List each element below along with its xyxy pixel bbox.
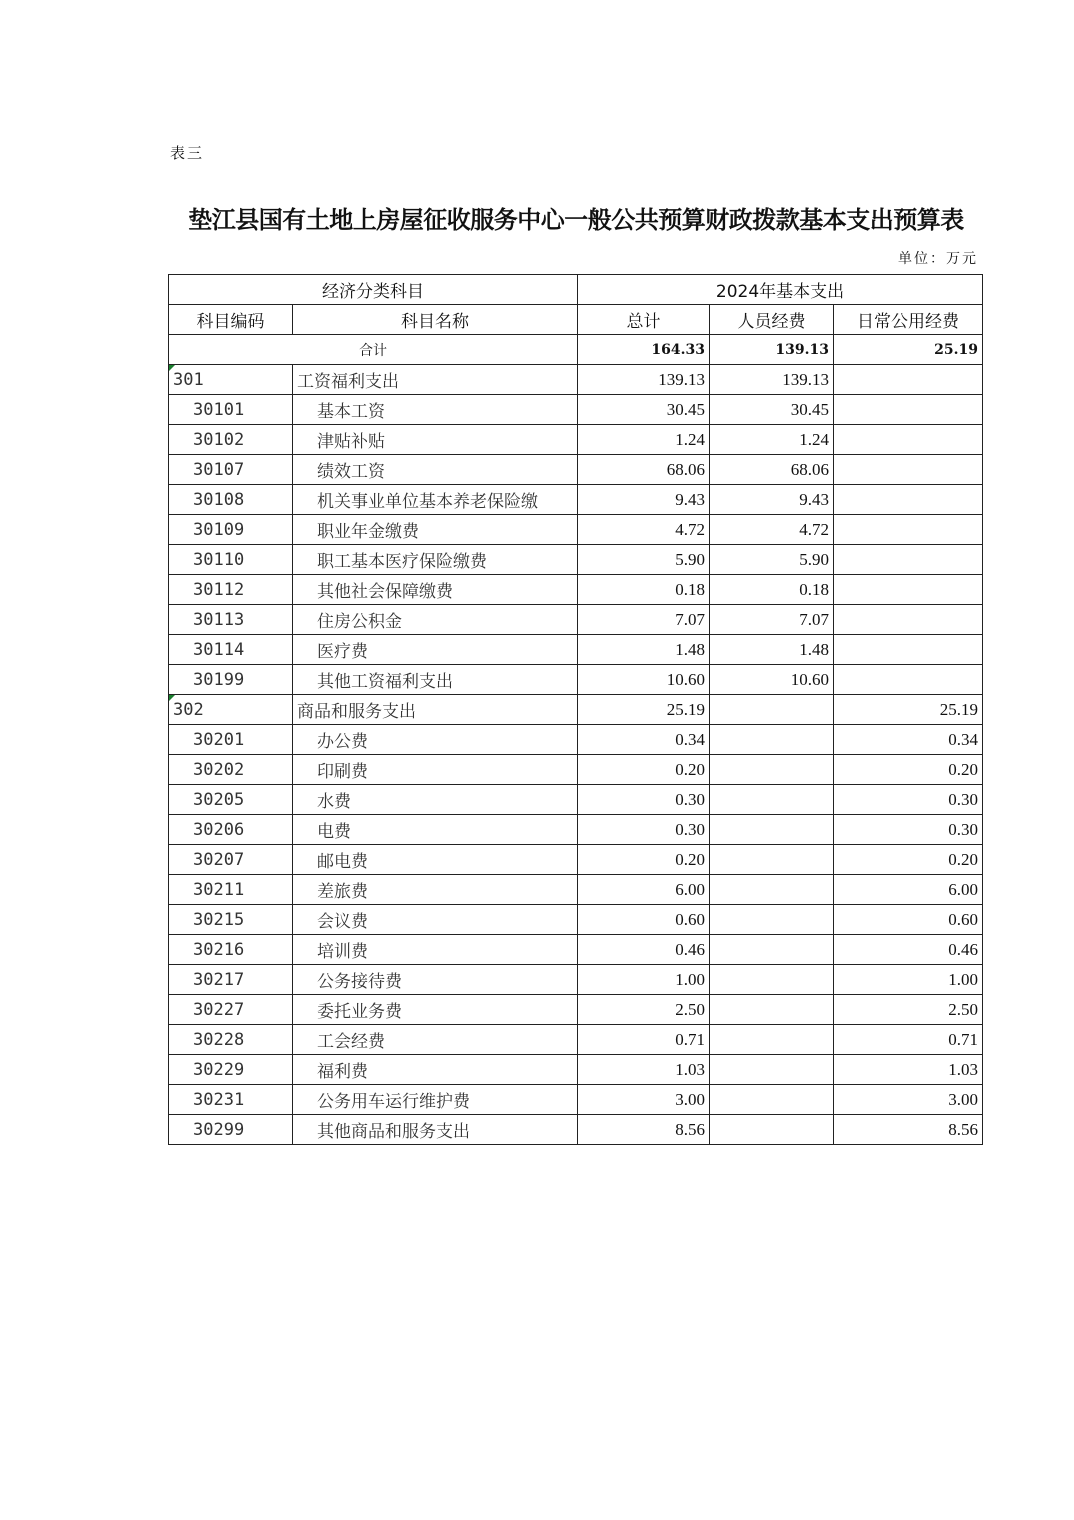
cell-name: 医疗费 — [293, 635, 578, 665]
cell-name: 其他商品和服务支出 — [293, 1115, 578, 1145]
header-row-1 — [169, 275, 983, 305]
cell-public: 1.03 — [834, 1055, 983, 1085]
cell-total: 0.71 — [578, 1025, 710, 1055]
cell-personnel: 5.90 — [710, 545, 834, 575]
table-row — [169, 1055, 983, 1085]
cell-code: 30228 — [169, 1025, 293, 1055]
header-public: 日常公用经费 — [834, 305, 983, 335]
cell-name: 其他工资福利支出 — [293, 665, 578, 695]
table-row — [169, 425, 983, 455]
table-row — [169, 935, 983, 965]
cell-name: 商品和服务支出 — [293, 695, 578, 725]
cell-total: 1.03 — [578, 1055, 710, 1085]
cell-total: 0.30 — [578, 785, 710, 815]
cell-code: 30206 — [169, 815, 293, 845]
cell-code: 30205 — [169, 785, 293, 815]
cell-total: 1.48 — [578, 635, 710, 665]
cell-public: 25.19 — [834, 695, 983, 725]
cell-total: 0.20 — [578, 845, 710, 875]
table-row — [169, 845, 983, 875]
cell-name: 职工基本医疗保险缴费 — [293, 545, 578, 575]
cell-code: 30229 — [169, 1055, 293, 1085]
cell-personnel: 30.45 — [710, 395, 834, 425]
cell-total: 9.43 — [578, 485, 710, 515]
cell-public — [834, 485, 983, 515]
table-row — [169, 395, 983, 425]
cell-public — [834, 575, 983, 605]
cell-code: 30299 — [169, 1115, 293, 1145]
cell-code: 30202 — [169, 755, 293, 785]
cell-personnel — [710, 935, 834, 965]
cell-total: 0.60 — [578, 905, 710, 935]
cell-name: 福利费 — [293, 1055, 578, 1085]
cell-code: 30199 — [169, 665, 293, 695]
cell-code: 30102 — [169, 425, 293, 455]
cell-public: 0.60 — [834, 905, 983, 935]
cell-code: 30201 — [169, 725, 293, 755]
cell-personnel — [710, 785, 834, 815]
cell-code: 30113 — [169, 605, 293, 635]
cell-personnel — [710, 995, 834, 1025]
cell-public — [834, 425, 983, 455]
cell-personnel: 9.43 — [710, 485, 834, 515]
cell-total: 139.13 — [578, 365, 710, 395]
cell-personnel — [710, 1115, 834, 1145]
page-title: 垫江县国有土地上房屋征收服务中心一般公共预算财政拨款基本支出预算表 — [188, 205, 964, 234]
cell-total: 4.72 — [578, 515, 710, 545]
cell-total: 5.90 — [578, 545, 710, 575]
table-row — [169, 785, 983, 815]
cell-code: 30108 — [169, 485, 293, 515]
cell-total: 8.56 — [578, 1115, 710, 1145]
total-personnel: 139.13 — [710, 335, 834, 365]
cell-total: 7.07 — [578, 605, 710, 635]
cell-personnel — [710, 1025, 834, 1055]
cell-total: 6.00 — [578, 875, 710, 905]
cell-total: 0.18 — [578, 575, 710, 605]
budget-table — [168, 274, 983, 1145]
cell-public — [834, 605, 983, 635]
table-row — [169, 875, 983, 905]
cell-code: 30211 — [169, 875, 293, 905]
header-personnel: 人员经费 — [710, 305, 834, 335]
cell-name: 水费 — [293, 785, 578, 815]
cell-name: 会议费 — [293, 905, 578, 935]
table-row — [169, 815, 983, 845]
cell-code: 30207 — [169, 845, 293, 875]
header-econ-class: 经济分类科目 — [169, 275, 578, 305]
cell-personnel — [710, 695, 834, 725]
cell-public — [834, 455, 983, 485]
cell-personnel: 7.07 — [710, 605, 834, 635]
category-row — [169, 695, 983, 725]
cell-name: 公务接待费 — [293, 965, 578, 995]
header-name: 科目名称 — [293, 305, 578, 335]
cell-code: 30112 — [169, 575, 293, 605]
cell-name: 邮电费 — [293, 845, 578, 875]
cell-name: 津贴补贴 — [293, 425, 578, 455]
cell-personnel — [710, 905, 834, 935]
cell-personnel — [710, 1085, 834, 1115]
cell-name: 住房公积金 — [293, 605, 578, 635]
cell-personnel — [710, 965, 834, 995]
cell-public: 2.50 — [834, 995, 983, 1025]
cell-code: 30114 — [169, 635, 293, 665]
table-row — [169, 665, 983, 695]
cell-personnel — [710, 1055, 834, 1085]
cell-code: 30109 — [169, 515, 293, 545]
cell-public: 3.00 — [834, 1085, 983, 1115]
table-row — [169, 725, 983, 755]
table-row — [169, 965, 983, 995]
cell-name: 其他社会保障缴费 — [293, 575, 578, 605]
cell-code: 30216 — [169, 935, 293, 965]
cell-personnel — [710, 725, 834, 755]
table-label: 表三 — [170, 144, 205, 162]
header-total: 总计 — [578, 305, 710, 335]
total-public: 25.19 — [834, 335, 983, 365]
cell-personnel: 10.60 — [710, 665, 834, 695]
cell-public: 0.20 — [834, 755, 983, 785]
cell-public: 0.71 — [834, 1025, 983, 1055]
cell-name: 委托业务费 — [293, 995, 578, 1025]
header-year-basic: 2024年基本支出 — [578, 275, 983, 305]
cell-public: 8.56 — [834, 1115, 983, 1145]
cell-public: 0.30 — [834, 815, 983, 845]
cell-personnel: 1.48 — [710, 635, 834, 665]
cell-name: 电费 — [293, 815, 578, 845]
cell-total: 0.46 — [578, 935, 710, 965]
cell-personnel — [710, 815, 834, 845]
table-row — [169, 455, 983, 485]
table-row — [169, 485, 983, 515]
cell-public: 1.00 — [834, 965, 983, 995]
cell-personnel: 0.18 — [710, 575, 834, 605]
table-row — [169, 1115, 983, 1145]
cell-code: 30227 — [169, 995, 293, 1025]
cell-name: 绩效工资 — [293, 455, 578, 485]
cell-name: 机关事业单位基本养老保险缴 — [293, 485, 578, 515]
cell-total: 1.00 — [578, 965, 710, 995]
cell-name: 职业年金缴费 — [293, 515, 578, 545]
table-row — [169, 905, 983, 935]
cell-personnel: 139.13 — [710, 365, 834, 395]
header-code: 科目编码 — [169, 305, 293, 335]
cell-code: 30110 — [169, 545, 293, 575]
cell-total: 3.00 — [578, 1085, 710, 1115]
table-row — [169, 1025, 983, 1055]
cell-public: 0.30 — [834, 785, 983, 815]
cell-name: 培训费 — [293, 935, 578, 965]
table-row — [169, 635, 983, 665]
cell-public — [834, 365, 983, 395]
cell-public: 0.34 — [834, 725, 983, 755]
cell-public: 0.20 — [834, 845, 983, 875]
table-row — [169, 575, 983, 605]
cell-public — [834, 635, 983, 665]
cell-personnel — [710, 845, 834, 875]
cell-public: 6.00 — [834, 875, 983, 905]
cell-personnel: 4.72 — [710, 515, 834, 545]
cell-code: 30215 — [169, 905, 293, 935]
unit-note: 单位：万元 — [898, 251, 978, 267]
cell-total: 10.60 — [578, 665, 710, 695]
total-sum: 164.33 — [578, 335, 710, 365]
cell-code: 30217 — [169, 965, 293, 995]
table-row — [169, 605, 983, 635]
total-label: 合计 — [169, 335, 578, 365]
cell-public — [834, 515, 983, 545]
cell-total: 1.24 — [578, 425, 710, 455]
cell-total: 0.34 — [578, 725, 710, 755]
cell-name: 基本工资 — [293, 395, 578, 425]
cell-code: 30101 — [169, 395, 293, 425]
cell-code: 301 — [169, 365, 293, 395]
cell-public — [834, 665, 983, 695]
cell-total: 68.06 — [578, 455, 710, 485]
table-row — [169, 545, 983, 575]
cell-total: 0.30 — [578, 815, 710, 845]
cell-code: 30107 — [169, 455, 293, 485]
table-row — [169, 515, 983, 545]
table-row — [169, 1085, 983, 1115]
cell-name: 工资福利支出 — [293, 365, 578, 395]
table-row — [169, 755, 983, 785]
cell-code: 302 — [169, 695, 293, 725]
cell-name: 差旅费 — [293, 875, 578, 905]
cell-personnel — [710, 875, 834, 905]
total-row — [169, 335, 983, 365]
cell-personnel: 1.24 — [710, 425, 834, 455]
cell-name: 印刷费 — [293, 755, 578, 785]
cell-total: 30.45 — [578, 395, 710, 425]
cell-personnel: 68.06 — [710, 455, 834, 485]
cell-public — [834, 545, 983, 575]
cell-total: 2.50 — [578, 995, 710, 1025]
cell-total: 25.19 — [578, 695, 710, 725]
table-row — [169, 995, 983, 1025]
header-row-2 — [169, 305, 983, 335]
cell-code: 30231 — [169, 1085, 293, 1115]
cell-personnel — [710, 755, 834, 785]
cell-name: 办公费 — [293, 725, 578, 755]
cell-public — [834, 395, 983, 425]
cell-total: 0.20 — [578, 755, 710, 785]
cell-name: 工会经费 — [293, 1025, 578, 1055]
cell-public: 0.46 — [834, 935, 983, 965]
cell-name: 公务用车运行维护费 — [293, 1085, 578, 1115]
category-row — [169, 365, 983, 395]
